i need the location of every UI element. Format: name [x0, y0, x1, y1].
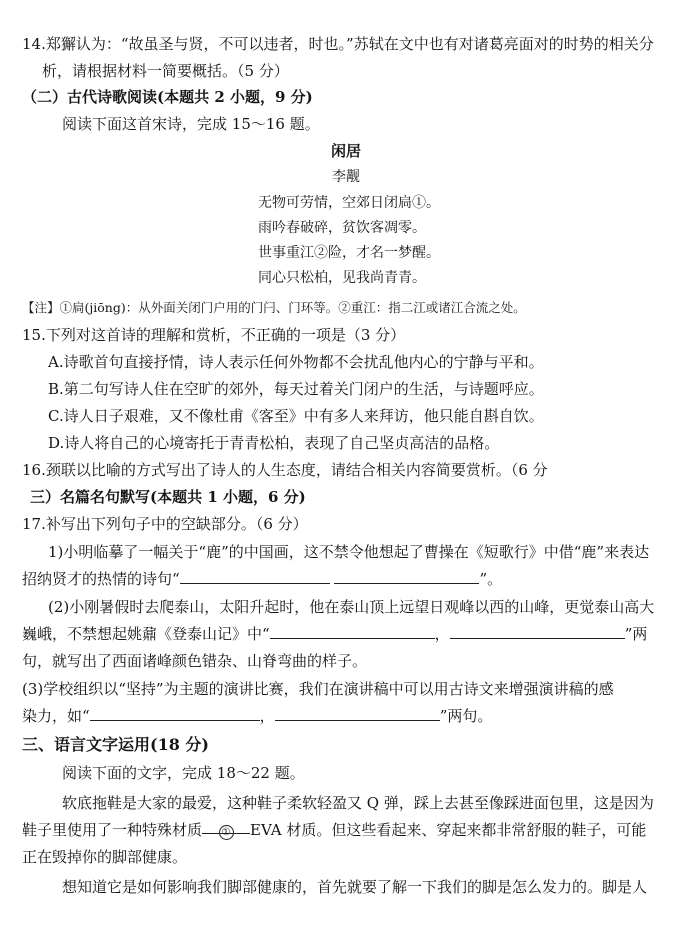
q17-answer-blank-3[interactable] — [270, 624, 435, 639]
q17-part1-suffix: ”。 — [479, 570, 503, 588]
section2-intro: 阅读下面这首宋诗，完成 15～16 题。 — [62, 115, 320, 133]
q15-option-d: D.诗人将自己的心境寄托于青青松柏，表现了自己坚贞高洁的品格。 — [48, 434, 500, 452]
q17-stem: 17.补写出下列句子中的空缺部分。（6 分） — [22, 515, 308, 533]
q15-option-c: C.诗人日子艰难，又不像杜甫《客至》中有多人来拜访，他只能自斟自饮。 — [48, 407, 544, 425]
poem-line-1: 无物可劳情，空郊日闭扃①。 — [258, 195, 440, 211]
poem-note: 【注】①扃(jiōng)：从外面关闭门户用的门闩、门环等。②重江：指二江或诸江合流之处。 — [22, 300, 526, 315]
passage-line-1: 软底拖鞋是大家的最爱，这种鞋子柔软轻盈又 Q 弹，踩上去甚至像踩进面包里，这是因为 — [62, 794, 654, 812]
q17-answer-blank-5[interactable] — [90, 706, 260, 721]
part3-intro: 阅读下面的文字，完成 18～22 题。 — [62, 764, 305, 782]
passage-blank-1 — [202, 819, 250, 838]
q17-part2-comma: ， — [434, 625, 450, 643]
passage-line-3: 正在毁掉你的脚部健康。 — [22, 848, 188, 866]
poem-title: 闲居 — [330, 142, 361, 160]
q17-answer-blank-1[interactable] — [180, 569, 330, 584]
q16-text: 16.颈联以比喻的方式写出了诗人的人生态度，请结合相关内容简要赏析。（6 分 — [22, 461, 548, 479]
q17-part1-prefix: 招纳贤才的热情的诗句“ — [22, 570, 180, 588]
section3-heading: 三）名篇名句默写(本题共 1 小题，6 分) — [30, 488, 306, 506]
passage-line-2-suffix: EVA 材质。但这些看起来、穿起来都非常舒服的鞋子，可能 — [250, 821, 647, 839]
poem-line-4: 同心只松柏，见我尚青青。 — [258, 270, 426, 286]
poem-line-2: 雨吟春破碎，贫饮客凋零。 — [258, 220, 426, 236]
q17-part1-line2 — [22, 568, 502, 590]
q17-answer-blank-2[interactable] — [334, 569, 479, 584]
q17-part3-line2 — [22, 705, 492, 727]
q17-answer-blank-6[interactable] — [275, 706, 440, 721]
q17-part1-line1: 1)小明临摹了一幅关于“鹿”的中国画，这不禁令他想起了曹操在《短歌行》中借“鹿”来表达 — [48, 543, 650, 561]
q17-part3-prefix: 染力，如“ — [22, 707, 90, 725]
q17-part2-prefix: 巍峨，不禁想起姚鼐《登泰山记》中“ — [22, 625, 270, 643]
q17-part2-suffix: ”两 — [624, 625, 648, 643]
passage-line-2 — [22, 819, 646, 841]
q17-part3-suffix: ”两句。 — [439, 707, 493, 725]
q17-answer-blank-4[interactable] — [450, 624, 625, 639]
section2-heading: （二）古代诗歌阅读(本题共 2 小题，9 分) — [22, 88, 313, 106]
q17-part2-line2 — [22, 623, 647, 645]
poem-line-3: 世事重江②险，才名一梦醒。 — [258, 245, 440, 261]
q15-stem: 15.下列对这首诗的理解和赏析，不正确的一项是（3 分） — [22, 326, 406, 344]
q15-option-a: A.诗歌首句直接抒情，诗人表示任何外物都不会扰乱他内心的宁静与平和。 — [48, 353, 544, 371]
q17-part2-line3: 句，就写出了西面诸峰颜色错杂、山脊弯曲的样子。 — [22, 652, 368, 670]
blank-marker-1: ① — [219, 825, 234, 840]
q14-line1: 14.郑獬认为：“故虽圣与贤，不可以违者，时也。”苏轼在文中也有对诸葛亮面对的时势的相关分 — [22, 35, 654, 53]
passage-line-4: 想知道它是如何影响我们脚部健康的，首先就要了解一下我们的脚是怎么发力的。脚是人 — [62, 878, 648, 896]
poem-author: 李觏 — [332, 169, 360, 185]
q17-part3-line1: (3)学校组织以“坚持”为主题的演讲比赛，我们在演讲稿中可以用古诗文来增强演讲稿的感 — [22, 680, 614, 698]
q15-option-b: B.第二句写诗人住在空旷的郊外，每天过着关门闭户的生活，与诗题呼应。 — [48, 380, 544, 398]
q14-line2: 析，请根据材料一简要概括。（5 分） — [42, 62, 289, 80]
part3-heading: 三、语言文字运用(18 分) — [22, 735, 209, 754]
passage-line-2-prefix: 鞋子里使用了一种特殊材质 — [22, 821, 203, 839]
q17-part2-line1: (2)小刚暑假时去爬泰山，太阳升起时，他在泰山顶上远望日观峰以西的山峰，更觉泰山高大 — [48, 598, 655, 616]
q17-part3-comma: ， — [259, 707, 275, 725]
